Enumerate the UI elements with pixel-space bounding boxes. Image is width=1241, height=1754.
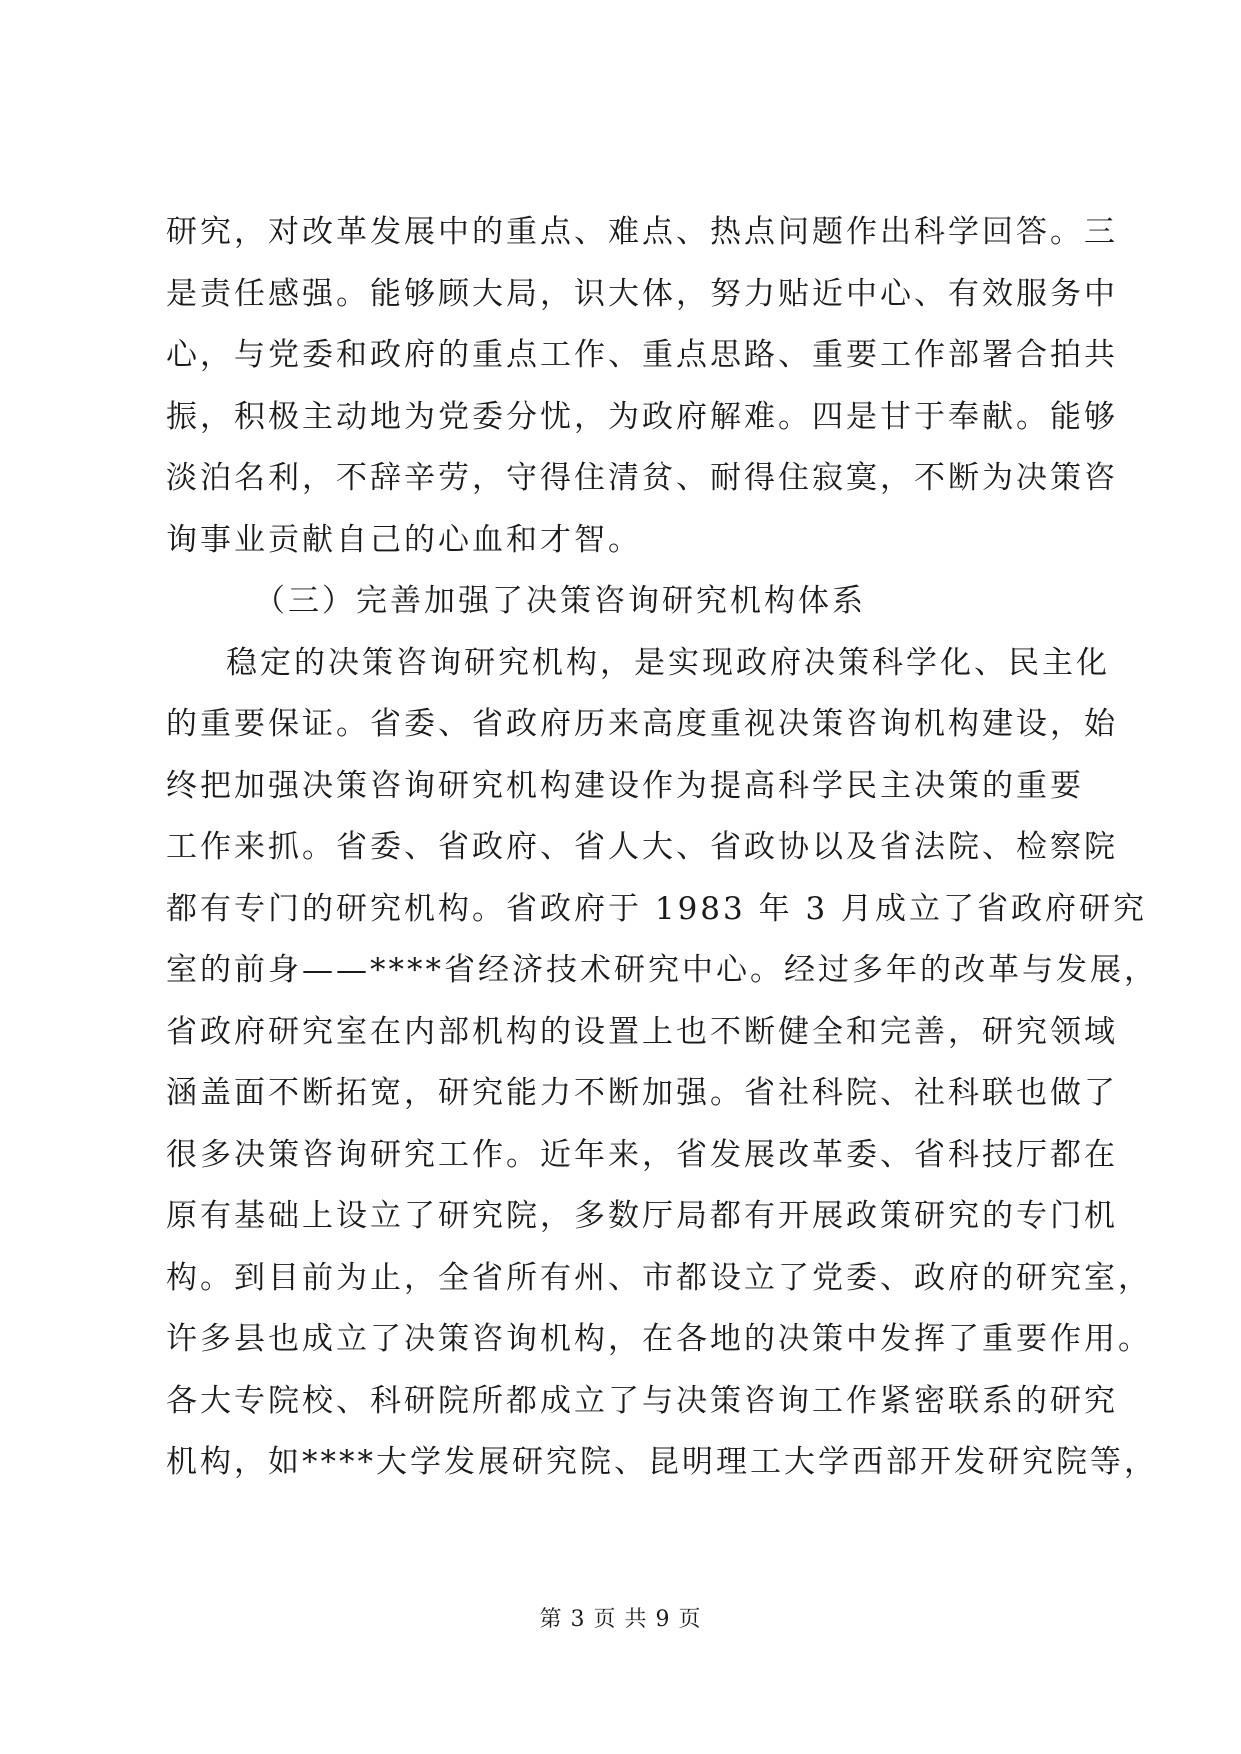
text-line: 终把加强决策咨询研究机构建设作为提高科学民主决策的重要 <box>166 767 1084 804</box>
text-line: 原有基础上设立了研究院，多数厅局都有开展政策研究的专门机 <box>166 1198 1118 1234</box>
text-line: 心，与党委和政府的重点工作、重点思路、重要工作部署合拍共 <box>166 337 1118 373</box>
text-line: 是责任感强。能够顾大局，识大体，努力贴近中心、有效服务中 <box>166 275 1118 312</box>
text-line: 稳定的决策咨询研究机构，是实现政府决策科学化、民主化 <box>226 644 1110 681</box>
text-line: 涵盖面不断拓宽，研究能力不断加强。省社科院、社科联也做了 <box>166 1075 1118 1111</box>
document-body <box>166 202 1158 1494</box>
text-line: 室的前身——****省经济技术研究中心。经过多年的改革与发展， <box>166 952 1158 988</box>
text-line: 工作来抓。省委、省政府、省人大、省政协以及省法院、检察院 <box>166 829 1118 865</box>
text-line: 研究，对改革发展中的重点、难点、热点问题作出科学回答。三 <box>166 214 1118 250</box>
text-line: 机构，如****大学发展研究院、昆明理工大学西部开发研究院等， <box>166 1444 1158 1480</box>
text-line: 的重要保证。省委、省政府历来高度重视决策咨询机构建设，始 <box>166 706 1118 742</box>
text-line: 构。到目前为止，全省所有州、市都设立了党委、政府的研究室， <box>166 1259 1152 1296</box>
text-line: 询事业贡献自己的心血和才智。 <box>166 521 642 558</box>
text-line: 各大专院校、科研院所都成立了与决策咨询工作紧密联系的研究 <box>166 1382 1118 1419</box>
text-line: 振，积极主动地为党委分忧，为政府解难。四是甘于奉献。能够 <box>166 398 1118 435</box>
text-line: 省政府研究室在内部机构的设置上也不断健全和完善，研究领域 <box>166 1013 1118 1050</box>
text-line: 许多县也成立了决策咨询机构，在各地的决策中发挥了重要作用。 <box>166 1321 1152 1357</box>
text-line: 很多决策咨询研究工作。近年来，省发展改革委、省科技厅都在 <box>166 1136 1118 1173</box>
text-line: 都有专门的研究机构。省政府于 1983 年 3 月成立了省政府研究 <box>166 890 1148 927</box>
text-line: 淡泊名利，不辞辛劳，守得住清贫、耐得住寂寞，不断为决策咨 <box>166 460 1118 496</box>
section-heading: （三）完善加强了决策咨询研究机构体系 <box>254 583 866 619</box>
page-number-footer: 第 3 页 共 9 页 <box>539 1607 702 1632</box>
